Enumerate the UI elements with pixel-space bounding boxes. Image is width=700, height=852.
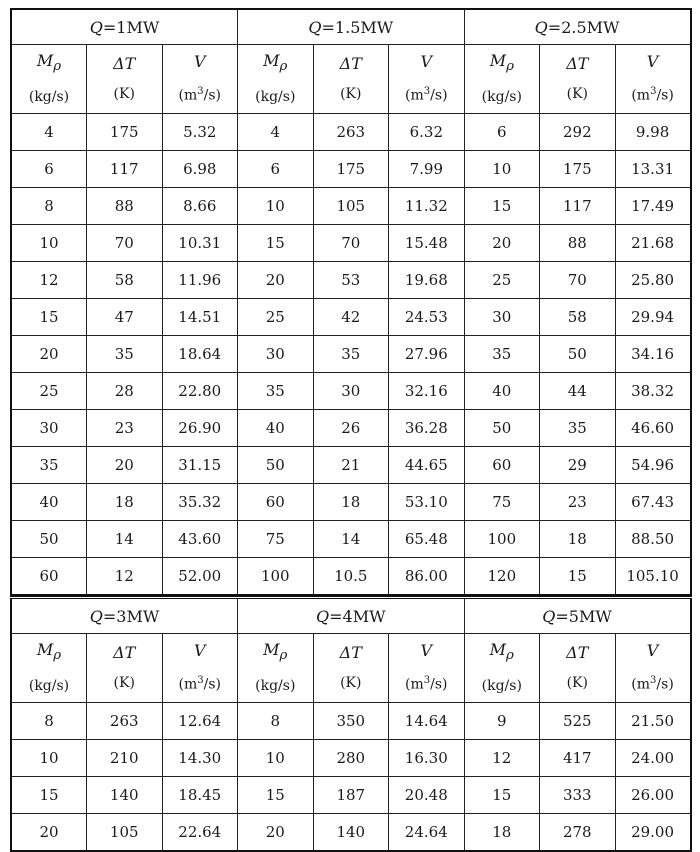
mass-flow-cell: 20 (238, 262, 314, 299)
volume-flow-symbol: V (193, 641, 206, 661)
volume-flow-cell: 29.00 (615, 814, 691, 852)
column-header-volume-flow (615, 45, 691, 114)
volume-flow-cell: 6.98 (162, 151, 238, 188)
q-symbol: Q (308, 17, 322, 37)
table-row (11, 447, 691, 484)
temperature-rise-cell: 210 (87, 740, 163, 777)
table-row (11, 777, 691, 814)
mass-flow-cell: 50 (11, 521, 87, 558)
temperature-rise-cell: 140 (313, 814, 389, 852)
volume-flow-unit (616, 77, 690, 111)
column-header-volume-flow (162, 45, 238, 114)
volume-flow-cell: 24.00 (615, 740, 691, 777)
volume-unit-exponent: 3 (197, 86, 204, 98)
mass-flow-letter: M (263, 639, 280, 659)
mass-flow-cell: 10 (11, 225, 87, 262)
mass-flow-symbol (465, 46, 540, 82)
column-header-volume-flow (389, 45, 465, 114)
mass-flow-subscript: ρ (506, 59, 514, 75)
column-header-mass-flow (11, 634, 87, 703)
temperature-rise-symbol: ΔT (566, 643, 589, 662)
volume-flow-cell: 53.10 (389, 484, 465, 521)
temperature-rise-cell: 117 (540, 188, 616, 225)
mass-flow-unit: (kg/s) (28, 678, 70, 695)
volume-flow-cell: 35.32 (162, 484, 238, 521)
mass-flow-cell: 10 (11, 740, 87, 777)
volume-flow-cell: 10.31 (162, 225, 238, 262)
temperature-rise-cell: 14 (87, 521, 163, 558)
temperature-rise-cell: 26 (313, 410, 389, 447)
mass-flow-symbol (238, 635, 313, 671)
mass-flow-subscript: ρ (279, 59, 288, 75)
volume-flow-cell: 88.50 (615, 521, 691, 558)
volume-unit-exponent: 3 (197, 675, 204, 687)
volume-flow-cell: 7.99 (389, 151, 465, 188)
volume-unit-base: (m (178, 87, 198, 104)
mass-flow-cell: 120 (464, 558, 540, 596)
temperature-rise-cell: 333 (540, 777, 616, 814)
volume-flow-cell: 46.60 (615, 410, 691, 447)
table-block-bottom (10, 596, 692, 852)
volume-flow-symbol: V (646, 52, 659, 72)
q-symbol: Q (316, 606, 330, 626)
temperature-rise-unit: (K) (340, 675, 362, 691)
volume-flow-cell: 13.31 (615, 151, 691, 188)
q-symbol: Q (542, 606, 556, 626)
mass-flow-cell: 50 (238, 447, 314, 484)
volume-unit-exponent: 3 (423, 675, 431, 687)
volume-flow-unit (163, 77, 238, 111)
temperature-rise-cell: 23 (540, 484, 616, 521)
volume-flow-cell: 17.49 (615, 188, 691, 225)
mass-flow-cell: 6 (238, 151, 314, 188)
volume-flow-cell: 14.30 (162, 740, 238, 777)
q-value: =2.5MW (547, 17, 620, 37)
volume-unit-base: (m (405, 676, 424, 693)
temperature-rise-cell: 35 (313, 336, 389, 373)
temperature-rise-cell: 44 (540, 373, 616, 410)
mass-flow-unit: (kg/s) (255, 89, 296, 106)
mass-flow-cell: 25 (11, 373, 87, 410)
volume-flow-symbol: V (646, 641, 659, 661)
mass-flow-cell: 10 (464, 151, 540, 188)
volume-flow-cell: 52.00 (162, 558, 238, 596)
temperature-rise-cell: 525 (540, 703, 616, 740)
volume-flow-cell: 5.32 (162, 114, 238, 151)
volume-unit-base: (m (405, 87, 424, 104)
mass-flow-cell: 35 (11, 447, 87, 484)
volume-flow-cell: 86.00 (389, 558, 465, 596)
temperature-rise-cell: 58 (540, 299, 616, 336)
temperature-rise-cell: 18 (87, 484, 163, 521)
mass-flow-letter: M (36, 50, 54, 70)
volume-unit-base: (m (631, 676, 651, 693)
temperature-rise-cell: 88 (540, 225, 616, 262)
temperature-rise-cell: 28 (87, 373, 163, 410)
temperature-rise-cell: 50 (540, 336, 616, 373)
temperature-rise-cell: 278 (540, 814, 616, 852)
volume-flow-cell: 24.53 (389, 299, 465, 336)
mass-flow-cell: 10 (238, 740, 314, 777)
mass-flow-cell: 4 (238, 114, 314, 151)
mass-flow-cell: 35 (464, 336, 540, 373)
volume-flow-cell: 25.80 (615, 262, 691, 299)
heat-release-header (238, 598, 465, 634)
column-header-mass-flow (238, 45, 314, 114)
mass-flow-cell: 18 (464, 814, 540, 852)
column-header-volume-flow (389, 634, 465, 703)
volume-unit-per-second: /s) (656, 676, 674, 693)
heat-release-header (464, 9, 691, 45)
temperature-rise-cell: 53 (313, 262, 389, 299)
column-header-temperature-rise (313, 634, 389, 703)
mass-flow-cell: 20 (464, 225, 540, 262)
mass-flow-cell: 60 (464, 447, 540, 484)
volume-unit-per-second: /s) (203, 676, 222, 693)
volume-flow-cell: 24.64 (389, 814, 465, 852)
table-row (11, 151, 691, 188)
column-header-temperature-rise (540, 634, 616, 703)
volume-flow-cell: 18.64 (162, 336, 238, 373)
mass-flow-subscript: ρ (53, 648, 62, 664)
column-header-temperature-rise (540, 45, 616, 114)
volume-flow-cell: 36.28 (389, 410, 465, 447)
volume-flow-cell: 21.68 (615, 225, 691, 262)
temperature-rise-cell: 187 (313, 777, 389, 814)
mass-flow-unit: (kg/s) (28, 89, 70, 106)
temperature-rise-unit: (K) (340, 86, 362, 102)
mass-flow-cell: 15 (238, 777, 314, 814)
volume-flow-cell: 54.96 (615, 447, 691, 484)
temperature-rise-cell: 175 (540, 151, 616, 188)
temperature-rise-cell: 29 (540, 447, 616, 484)
table-row (11, 188, 691, 225)
table-row (11, 484, 691, 521)
temperature-rise-cell: 140 (87, 777, 163, 814)
mass-flow-cell: 20 (238, 814, 314, 852)
mass-flow-cell: 6 (464, 114, 540, 151)
q-symbol: Q (89, 17, 103, 37)
mass-flow-cell: 15 (238, 225, 314, 262)
volume-flow-cell: 6.32 (389, 114, 465, 151)
volume-unit-exponent: 3 (650, 86, 657, 98)
table-row (11, 373, 691, 410)
mass-flow-subscript: ρ (53, 59, 62, 75)
temperature-rise-cell: 10.5 (313, 558, 389, 596)
temperature-rise-cell: 42 (313, 299, 389, 336)
temperature-rise-unit: (K) (566, 675, 588, 691)
table-row (11, 336, 691, 373)
table-row (11, 225, 691, 262)
volume-flow-unit (616, 666, 690, 700)
temperature-rise-symbol: ΔT (339, 643, 362, 662)
q-value: =3MW (102, 606, 160, 626)
volume-flow-cell: 8.66 (162, 188, 238, 225)
volume-flow-symbol: V (193, 52, 206, 72)
volume-unit-per-second: /s) (430, 87, 448, 104)
table-row (11, 262, 691, 299)
temperature-rise-symbol: ΔT (566, 54, 589, 73)
volume-flow-cell: 44.65 (389, 447, 465, 484)
mass-flow-cell: 75 (238, 521, 314, 558)
heat-release-header (464, 598, 691, 634)
volume-flow-cell: 14.51 (162, 299, 238, 336)
mass-flow-cell: 15 (464, 188, 540, 225)
temperature-rise-cell: 292 (540, 114, 616, 151)
mass-flow-cell: 40 (238, 410, 314, 447)
q-value: =4MW (329, 606, 386, 626)
mass-flow-cell: 30 (238, 336, 314, 373)
temperature-rise-cell: 23 (87, 410, 163, 447)
volume-flow-cell: 26.00 (615, 777, 691, 814)
mass-flow-cell: 35 (238, 373, 314, 410)
mass-flow-cell: 15 (464, 777, 540, 814)
mass-flow-cell: 15 (11, 777, 87, 814)
volume-flow-cell: 15.48 (389, 225, 465, 262)
mass-flow-cell: 12 (11, 262, 87, 299)
mass-flow-cell: 12 (464, 740, 540, 777)
temperature-rise-cell: 18 (540, 521, 616, 558)
temperature-rise-cell: 117 (87, 151, 163, 188)
volume-flow-cell: 67.43 (615, 484, 691, 521)
column-header-row (11, 634, 691, 703)
mass-flow-letter: M (36, 639, 54, 659)
volume-unit-exponent: 3 (423, 86, 431, 98)
mass-flow-symbol (12, 635, 86, 671)
mass-flow-letter: M (489, 50, 507, 70)
temperature-rise-cell: 263 (313, 114, 389, 151)
mass-flow-symbol (465, 635, 540, 671)
temperature-rise-cell: 14 (313, 521, 389, 558)
volume-flow-cell: 38.32 (615, 373, 691, 410)
volume-flow-unit (163, 666, 238, 700)
mass-flow-cell: 50 (464, 410, 540, 447)
mass-flow-cell: 40 (464, 373, 540, 410)
volume-flow-cell: 9.98 (615, 114, 691, 151)
mass-flow-letter: M (263, 50, 280, 70)
volume-flow-cell: 31.15 (162, 447, 238, 484)
volume-flow-cell: 22.64 (162, 814, 238, 852)
mass-flow-letter: M (489, 639, 507, 659)
mass-flow-cell: 60 (238, 484, 314, 521)
table-row (11, 740, 691, 777)
volume-unit-per-second: /s) (430, 676, 448, 693)
volume-unit-base: (m (631, 87, 651, 104)
volume-flow-cell: 12.64 (162, 703, 238, 740)
temperature-rise-cell: 35 (87, 336, 163, 373)
temperature-rise-cell: 175 (313, 151, 389, 188)
temperature-rise-cell: 70 (87, 225, 163, 262)
volume-flow-symbol: V (420, 52, 433, 72)
heat-release-header-row (11, 598, 691, 634)
mass-flow-cell: 30 (11, 410, 87, 447)
volume-flow-cell: 65.48 (389, 521, 465, 558)
temperature-rise-cell: 47 (87, 299, 163, 336)
table-block-top (10, 8, 692, 596)
smoke-data-table (10, 8, 690, 852)
volume-flow-cell: 29.94 (615, 299, 691, 336)
volume-flow-cell: 18.45 (162, 777, 238, 814)
table-row (11, 814, 691, 852)
heat-release-header (11, 598, 238, 634)
volume-flow-cell: 21.50 (615, 703, 691, 740)
mass-flow-cell: 75 (464, 484, 540, 521)
mass-flow-cell: 100 (238, 558, 314, 596)
volume-flow-cell: 20.48 (389, 777, 465, 814)
mass-flow-cell: 40 (11, 484, 87, 521)
volume-flow-cell: 16.30 (389, 740, 465, 777)
table-row (11, 521, 691, 558)
column-header-volume-flow (162, 634, 238, 703)
mass-flow-cell: 6 (11, 151, 87, 188)
column-header-temperature-rise (313, 45, 389, 114)
volume-flow-cell: 43.60 (162, 521, 238, 558)
temperature-rise-unit: (K) (113, 86, 135, 102)
mass-flow-cell: 10 (238, 188, 314, 225)
temperature-rise-cell: 15 (540, 558, 616, 596)
heat-release-header-row (11, 9, 691, 45)
temperature-rise-symbol: ΔT (113, 643, 136, 662)
mass-flow-cell: 8 (11, 188, 87, 225)
mass-flow-unit: (kg/s) (481, 89, 522, 106)
q-value: =1.5MW (321, 17, 394, 37)
volume-flow-cell: 32.16 (389, 373, 465, 410)
volume-flow-cell: 11.96 (162, 262, 238, 299)
table-row (11, 114, 691, 151)
temperature-rise-cell: 263 (87, 703, 163, 740)
temperature-rise-cell: 35 (540, 410, 616, 447)
temperature-rise-cell: 70 (540, 262, 616, 299)
q-symbol: Q (534, 17, 548, 37)
volume-unit-base: (m (178, 676, 198, 693)
volume-flow-cell: 14.64 (389, 703, 465, 740)
temperature-rise-cell: 105 (87, 814, 163, 852)
temperature-rise-cell: 70 (313, 225, 389, 262)
volume-unit-per-second: /s) (656, 87, 674, 104)
volume-unit-exponent: 3 (650, 675, 657, 687)
mass-flow-unit: (kg/s) (255, 678, 296, 695)
temperature-rise-unit: (K) (566, 86, 588, 102)
column-header-mass-flow (238, 634, 314, 703)
mass-flow-cell: 100 (464, 521, 540, 558)
temperature-rise-cell: 58 (87, 262, 163, 299)
column-header-volume-flow (615, 634, 691, 703)
volume-flow-cell: 22.80 (162, 373, 238, 410)
volume-flow-unit (389, 77, 464, 111)
temperature-rise-cell: 20 (87, 447, 163, 484)
volume-flow-cell: 105.10 (615, 558, 691, 596)
mass-flow-cell: 9 (464, 703, 540, 740)
volume-flow-cell: 11.32 (389, 188, 465, 225)
table-row (11, 299, 691, 336)
heat-release-header (11, 9, 238, 45)
table-row (11, 410, 691, 447)
mass-flow-cell: 20 (11, 336, 87, 373)
temperature-rise-symbol: ΔT (339, 54, 362, 73)
volume-unit-per-second: /s) (203, 87, 222, 104)
column-header-mass-flow (464, 45, 540, 114)
table-row (11, 703, 691, 740)
volume-flow-cell: 27.96 (389, 336, 465, 373)
mass-flow-unit: (kg/s) (481, 678, 522, 695)
temperature-rise-symbol: ΔT (113, 54, 136, 73)
volume-flow-cell: 34.16 (615, 336, 691, 373)
mass-flow-cell: 4 (11, 114, 87, 151)
temperature-rise-cell: 18 (313, 484, 389, 521)
temperature-rise-cell: 417 (540, 740, 616, 777)
temperature-rise-cell: 88 (87, 188, 163, 225)
mass-flow-cell: 15 (11, 299, 87, 336)
mass-flow-cell: 8 (11, 703, 87, 740)
temperature-rise-unit: (K) (113, 675, 135, 691)
temperature-rise-cell: 30 (313, 373, 389, 410)
column-header-mass-flow (11, 45, 87, 114)
q-value: =1MW (102, 17, 160, 37)
mass-flow-cell: 20 (11, 814, 87, 852)
mass-flow-cell: 8 (238, 703, 314, 740)
mass-flow-cell: 25 (464, 262, 540, 299)
column-header-row (11, 45, 691, 114)
heat-release-header (238, 9, 465, 45)
mass-flow-symbol (12, 46, 86, 82)
column-header-temperature-rise (87, 45, 163, 114)
volume-flow-symbol: V (420, 641, 433, 661)
mass-flow-cell: 60 (11, 558, 87, 596)
mass-flow-cell: 30 (464, 299, 540, 336)
volume-flow-cell: 26.90 (162, 410, 238, 447)
table-row (11, 558, 691, 596)
q-value: =5MW (555, 606, 612, 626)
temperature-rise-cell: 175 (87, 114, 163, 151)
q-symbol: Q (89, 606, 103, 626)
column-header-temperature-rise (87, 634, 163, 703)
temperature-rise-cell: 280 (313, 740, 389, 777)
temperature-rise-cell: 350 (313, 703, 389, 740)
mass-flow-subscript: ρ (279, 648, 288, 664)
mass-flow-subscript: ρ (506, 648, 514, 664)
temperature-rise-cell: 12 (87, 558, 163, 596)
volume-flow-cell: 19.68 (389, 262, 465, 299)
mass-flow-symbol (238, 46, 313, 82)
temperature-rise-cell: 105 (313, 188, 389, 225)
mass-flow-cell: 25 (238, 299, 314, 336)
volume-flow-unit (389, 666, 464, 700)
temperature-rise-cell: 21 (313, 447, 389, 484)
column-header-mass-flow (464, 634, 540, 703)
